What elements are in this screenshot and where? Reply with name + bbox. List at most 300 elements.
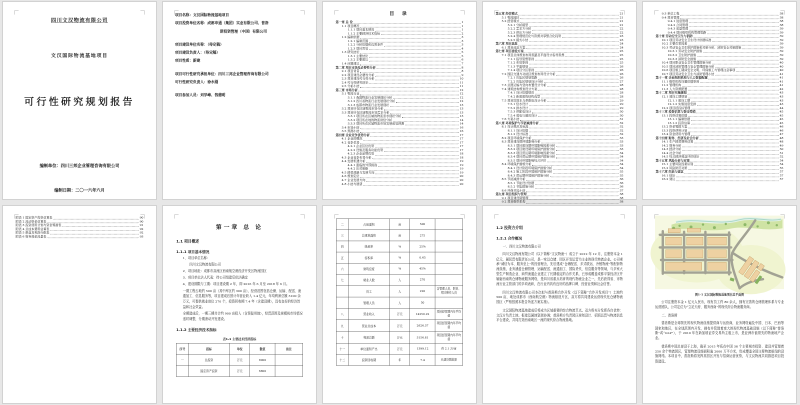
dot-leader xyxy=(694,143,779,144)
dot-leader xyxy=(709,79,779,80)
dot-leader xyxy=(371,136,459,137)
toc-entry-page: 34 xyxy=(619,155,624,159)
margin-mark-icon xyxy=(654,214,658,218)
toc-entry-page: 19 xyxy=(459,171,464,175)
page-2-project-info[interactable] xyxy=(163,2,316,199)
toc-entry-page: 39 xyxy=(779,31,784,35)
toc-entry-text: 10.5 项目消防管理与安全管理措施分析 xyxy=(661,64,715,69)
project-info-line: 项目建设单位名称：（待定稿） xyxy=(175,42,224,47)
chapter1-list-item: 2、项目地址：成都市双流区西南航空港经济开发区物流园区 xyxy=(182,269,267,273)
dot-leader xyxy=(529,199,618,200)
toc-content-3 xyxy=(643,2,796,199)
dot-leader xyxy=(384,151,459,152)
dot-leader xyxy=(360,87,458,88)
toc-entry-page: 51 xyxy=(779,151,784,155)
toc-entry-page: 28 xyxy=(619,83,624,88)
table-row: 八 营业收入 万元 14250.22 项目经营期内年平均值 xyxy=(336,308,462,320)
margin-mark-icon xyxy=(654,10,658,14)
toc-entry-text: 7.1.3 平面规划 xyxy=(507,64,529,69)
cover-prepared-by: 编制单位：四川三邦企业管理咨询有限公司 xyxy=(39,163,120,169)
toc-entry-text: 4.4.2 应对策略 xyxy=(347,167,369,171)
figure-caption: 图1-1 文汉国际物流基地项目总平面图 xyxy=(695,293,744,297)
toc-entry-text: 7.4 建筑结构规划设计方案 xyxy=(501,87,538,91)
dot-leader xyxy=(685,173,779,174)
dot-leader xyxy=(676,177,779,178)
toc-entry-page: 18 xyxy=(459,156,464,160)
dot-leader xyxy=(369,83,458,84)
margin-mark-icon xyxy=(14,10,18,14)
page-3-toc-1[interactable] xyxy=(323,2,476,199)
toc-entry-text: 13.4 资金使用与管理 xyxy=(661,132,691,136)
investor-subheading-1: 一、四川文汉物流有限公司 xyxy=(502,244,541,249)
dot-leader xyxy=(378,166,459,167)
toc-entry-page: 30 xyxy=(619,110,624,114)
toc-entry-page: 40 xyxy=(779,68,784,72)
toc-entry-page: 12 xyxy=(459,95,464,100)
margin-mark-icon xyxy=(334,214,338,218)
toc-entry-text: 4.6 规划定位 xyxy=(341,174,360,179)
toc-entry-text: 9.2 项目组织机构 xyxy=(501,200,526,204)
toc-entry-text: 附表 2 流动资金估算表 xyxy=(15,219,47,224)
toc-entry-page: 39 xyxy=(779,38,784,42)
toc-entry-page: 28 xyxy=(619,87,624,91)
page-7-chapter1[interactable] xyxy=(163,206,316,403)
toc-entry-text: 16.1 结论 xyxy=(661,174,676,178)
toc-entry-page: 54 xyxy=(779,158,784,163)
indicator-table-header-cell: 备注 xyxy=(275,343,303,354)
toc-list-1 xyxy=(336,21,464,187)
toc-entry-page: 21 xyxy=(619,23,624,27)
toc-entry-page: 34 xyxy=(619,158,624,163)
toc-entry-text: 7.2.1 功能区规划思路 xyxy=(507,76,538,80)
toc-entry-page: 39 xyxy=(779,49,784,54)
toc-entry-page: 32 xyxy=(619,132,624,136)
toc-entry-text: 10.3 劳动安全卫生防护措施和对策分析、消防安全对策措施 xyxy=(661,46,742,50)
toc-entry-page: 38 xyxy=(779,23,784,27)
toc-entry-text: 2.4 可行性研究结论 xyxy=(341,80,369,85)
page-5-toc-3[interactable] xyxy=(643,2,796,199)
toc-entry-page: 45 xyxy=(779,121,784,125)
dot-leader xyxy=(360,132,458,133)
dot-leader xyxy=(532,139,618,140)
page-10-site-plan[interactable] xyxy=(643,206,796,403)
dot-leader xyxy=(520,22,618,23)
dot-leader xyxy=(535,184,619,185)
toc-entry-page: 21 xyxy=(619,19,624,24)
toc-line xyxy=(656,178,784,182)
margin-mark-icon xyxy=(300,10,304,14)
dot-leader xyxy=(688,90,779,91)
toc-entry-text: 7.1 项目总体规划布局思路及平面设计指导思想 xyxy=(501,53,565,57)
toc-entry-text: 12.1.2 实施进度安排 xyxy=(667,102,697,106)
toc-entry-text: 8.3 项目建设期环境影响分析 xyxy=(501,140,541,144)
toc-line xyxy=(496,200,624,204)
toc-entry-page: 3 xyxy=(461,43,464,47)
dot-leader xyxy=(360,144,458,145)
toc-entry-text: 7.5 项目给排水与供配电设计分析 xyxy=(501,98,547,103)
dot-leader xyxy=(369,50,461,51)
cover-content xyxy=(3,2,156,199)
page-6-toc-4[interactable] xyxy=(3,206,156,403)
toc-entry-text: 附表 6 财务现金流量表 xyxy=(15,235,47,239)
toc-entry-text: 4.2 竞争优势 xyxy=(341,141,360,145)
margin-mark-icon xyxy=(494,214,498,218)
toc-entry-page: 38 xyxy=(779,12,784,16)
margin-mark-icon xyxy=(494,10,498,14)
project-info-line: 斯投资管理（中国）有限公司 xyxy=(220,29,267,34)
table-caption: 表1-1 主要技术经济指标 xyxy=(222,337,257,341)
toc-entry-text: 3.2 项目所在区域物流市场分析 xyxy=(341,107,384,111)
toc-entry-page: 91 xyxy=(139,223,144,228)
toc-entry-page: 45 xyxy=(779,110,784,114)
dot-leader xyxy=(375,155,459,156)
indicator-table-header-cell: 序号 xyxy=(176,343,188,354)
chapter1-title: 第一章 总 论 xyxy=(215,224,264,231)
dot-leader xyxy=(556,75,618,76)
toc-entry-page: 17 xyxy=(459,144,464,149)
table-row: 五 容积率 % 0.65 xyxy=(336,252,462,263)
toc-entry-page: 13 xyxy=(459,103,464,107)
dot-leader xyxy=(688,116,779,117)
dot-leader xyxy=(538,90,618,91)
dot-leader xyxy=(375,80,458,81)
toc-entry-page: 20 xyxy=(459,178,464,182)
toc-entry-text: 10.6 项目施工期间安全文明、环保施工与管理注意事项 xyxy=(661,68,736,72)
investor-paragraph-2: 四川文汉物流有限公司本次拟与普洛斯合作开发（以下简称“合作开发项目”）土地约 500 亩，地处成都市（西南航空港）物流枢纽片区，双方将共同建设运营现代化仓储物流园区（严格按照本报告所述方案实施）。 xyxy=(496,290,623,304)
toc-entry-page: 32 xyxy=(619,128,624,133)
project-info-content xyxy=(163,2,316,199)
dot-leader xyxy=(691,135,779,136)
toc-entry-page: 45 xyxy=(779,117,784,121)
dot-leader xyxy=(565,56,618,57)
dot-leader xyxy=(405,125,459,126)
toc-entry-text: 第十六章 结论与建议 xyxy=(655,170,684,174)
toc-entry-text: 9.4.1 进度管理 xyxy=(667,19,689,24)
siteplan-paragraph-1: 公司注册资本金 1 亿元人民币，现有员工约 80 余人，拥有完善的仓储管理体系与专业运营团队，公司定位为“立足天府、服务西南”的现代综合物流服务商。 xyxy=(655,300,784,309)
toc-entry-text: 1.3.2 主要建议 xyxy=(347,58,369,62)
chapter1-list xyxy=(176,255,303,322)
toc-line xyxy=(16,235,144,239)
toc-entry-text: 第六章 项目选址 xyxy=(495,42,518,46)
toc-entry-text: 第八章 环境保护与节能减排分析 xyxy=(495,121,539,125)
toc-entry-page: 39 xyxy=(779,53,784,57)
dot-leader xyxy=(682,150,779,151)
dot-leader xyxy=(680,15,778,16)
toc-entry-text: 5.1 物流园区 xyxy=(501,15,520,20)
dot-leader xyxy=(529,64,619,65)
toc-entry-page: 43 xyxy=(779,102,784,106)
toc-entry-page: 25 xyxy=(619,53,624,57)
toc-entry-text: 第三章 市场分析 xyxy=(335,88,358,92)
heading-1-1: 1.1 项目概述 xyxy=(176,238,200,244)
indicator-table-continued xyxy=(336,219,463,366)
toc-entry-text: 13.1 投资估算依据 xyxy=(661,113,688,118)
indicator-table-header-row xyxy=(176,343,302,354)
toc-entry-text: 5.2.3 供应方分析 xyxy=(507,31,532,35)
dot-leader xyxy=(691,124,779,125)
toc-entry-page: 43 xyxy=(779,95,784,99)
toc-entry-page: 19 xyxy=(459,167,464,171)
toc-entry-page: 1 xyxy=(461,20,464,24)
toc-entry-page: 13 xyxy=(459,110,464,115)
dot-leader xyxy=(712,64,779,65)
margin-mark-icon xyxy=(780,214,784,218)
toc-entry-text: 4.1 企业的概况 xyxy=(341,137,363,141)
toc-entry-page: 38 xyxy=(619,192,624,197)
toc-entry-page: 8 xyxy=(461,65,464,70)
toc-entry-page: 27 xyxy=(619,79,624,84)
dot-leader xyxy=(547,86,618,87)
dot-leader xyxy=(532,30,619,31)
toc-entry-page: 25 xyxy=(619,49,624,54)
dot-leader xyxy=(529,131,619,132)
dot-leader xyxy=(535,94,619,95)
toc-list-3 xyxy=(656,12,784,181)
toc-entry-page: 11 xyxy=(459,80,464,85)
toc-entry-text: 附表 3 投资使用计划与资金筹措表 xyxy=(15,223,62,228)
toc-entry-page: 23 xyxy=(619,34,624,39)
toc-entry-text: 14.1 生产经营费用估算 xyxy=(661,140,694,144)
dot-leader xyxy=(688,98,779,99)
toc-entry-page: 39 xyxy=(779,27,784,31)
dot-leader xyxy=(703,52,779,53)
toc-entry-page: 39 xyxy=(779,34,784,39)
toc-entry-page: 3 xyxy=(461,35,464,39)
page-1-cover[interactable] xyxy=(3,2,156,199)
toc-entry-text: 9.4.3 质量管理 xyxy=(667,27,689,31)
toc-entry-text: 8.1 设计规范及标准 xyxy=(501,125,529,129)
dot-leader xyxy=(360,27,460,28)
indicator-table-header-cell: 数值 xyxy=(250,343,275,354)
toc-entry-text: 2.3 项目建设可行性分析 xyxy=(341,77,375,81)
dot-leader xyxy=(688,131,779,132)
margin-mark-icon xyxy=(140,10,144,14)
toc-entry-text: 3.3.1 项目所在区域的物流需求现状分析 xyxy=(347,114,402,119)
toc-entry-page: 33 xyxy=(619,140,624,144)
dot-leader xyxy=(691,109,779,110)
toc-entry-page: 29 xyxy=(619,102,624,106)
toc-entry-page: 39 xyxy=(779,57,784,61)
chapter1-list-item: 3、项目单位法人代表：待公司组建后依法确定 xyxy=(182,275,248,280)
toc-entry-page: 26 xyxy=(619,72,624,76)
toc-entry-text: 8.6 环保节能小结 xyxy=(501,189,526,193)
dot-leader xyxy=(372,159,458,160)
toc-entry-page: 24 xyxy=(619,46,624,50)
toc-entry-page: 17 xyxy=(459,133,464,137)
toc-entry-text: 8.3.5 项目环境影响综合评价 xyxy=(507,158,547,163)
toc-entry-text: 7.5.4 弱电与通讯设计 xyxy=(507,113,538,118)
toc-content-4 xyxy=(3,206,156,403)
page-4-toc-2[interactable] xyxy=(483,2,636,204)
toc-entry-page: 47 xyxy=(779,132,784,136)
toc-entry-text: 7.5.3 供配电设计 xyxy=(507,110,532,114)
dot-leader xyxy=(688,94,779,95)
toc-entry-text: 16.2 建议 xyxy=(661,177,676,182)
dot-leader xyxy=(360,53,460,54)
toc-entry-text: 1.2 编制依据 xyxy=(341,35,360,39)
toc-entry-page: 38 xyxy=(779,19,784,24)
toc-entry-text: 8.3.3 项目营运期环境影响因素分析 xyxy=(507,151,556,155)
margin-mark-icon xyxy=(174,10,178,14)
toc-entry-page: 20 xyxy=(459,182,464,186)
toc-entry-page: 18 xyxy=(459,152,464,156)
toc-entry-page: 46 xyxy=(779,125,784,129)
toc-entry-text: 第十二章 项目实施规划 xyxy=(655,91,687,95)
dot-leader xyxy=(676,180,779,181)
toc-entry-page: 21 xyxy=(619,12,624,16)
dot-leader xyxy=(390,106,459,107)
toc-entry-page: 12 xyxy=(459,88,464,92)
dot-leader xyxy=(532,113,619,114)
dot-leader xyxy=(540,124,619,125)
toc-entry-text: 第二章 项目市场及必要性分析 xyxy=(335,65,376,70)
chapter1-list-item: 一期工程占地约 500 亩（其中库区约 300 亩），经营范围包括仓储、运输、配送、流通加工、信息服务等，项目建成后预计年营业收入 1.4 亿元，年均利润总额 3100 余万元，可提供就业岗位 270 个，投资回收期 7.4 年（含建设期），具有良好的经济效益和社会效益。 xyxy=(182,289,302,309)
margin-mark-icon xyxy=(174,214,178,218)
toc-entry-page: 12 xyxy=(459,99,464,103)
dot-leader xyxy=(526,180,618,181)
toc-entry-text: 第十五章 风险分析与对策 xyxy=(655,158,690,163)
toc-entry-text: 6.1 项目选址方案 xyxy=(501,46,526,50)
toc-entry-text: 9.1 项目建设期管理 xyxy=(501,196,529,200)
toc-entry-page: 21 xyxy=(619,15,624,20)
toc-entry-text: 3.3 项目所在区域物流市场需求分析 xyxy=(341,110,390,115)
dot-leader xyxy=(62,226,138,227)
dot-leader xyxy=(550,177,619,178)
toc-entry-text: 10.3.2 卫生防护措施 xyxy=(667,53,697,57)
margin-mark-icon xyxy=(14,214,18,218)
toc-entry-page: 41 xyxy=(779,76,784,80)
margin-mark-icon xyxy=(140,214,144,218)
toc-entry-page: 32 xyxy=(619,121,624,125)
chapter1-list-item: 全期建成后，一期三期共计约 900 亩投入（含预留用地），经营范围及规模视市场情况适时调整，分期滚动开发建设。 xyxy=(182,311,303,321)
dot-leader xyxy=(742,49,779,50)
cover-date: 编制日期：二〇一六年六月 xyxy=(54,188,105,193)
toc-entry-page: 39 xyxy=(779,42,784,46)
table-row: 三 总建筑面积 亩 275 xyxy=(336,230,462,241)
indicator-table-header-cell: 单位 xyxy=(230,343,250,354)
toc-entry-text: 第十一章 企业组织机构与人力资源配置 xyxy=(655,76,708,80)
toc-entry-page: 37 xyxy=(619,189,624,193)
dot-leader xyxy=(529,26,619,27)
table-row: 二 占地面积 亩 500 xyxy=(336,219,462,230)
dot-leader xyxy=(556,158,619,159)
toc-entry-page: 54 xyxy=(779,162,784,167)
toc-entry-page: 1 xyxy=(461,24,464,28)
toc-entry-page: 11 xyxy=(459,84,464,88)
toc-entry-text: 第十章 劳动安全卫生与消防 xyxy=(655,34,693,39)
dot-leader xyxy=(381,31,464,36)
toc-entry-page: 17 xyxy=(459,141,464,145)
toc-entry-text: 14.3 经济分析 xyxy=(661,147,682,152)
toc-entry-page: 34 xyxy=(619,151,624,155)
table-row: 四 绿地率 % 25% xyxy=(336,241,462,252)
toc-entry-page: 57 xyxy=(779,174,784,178)
toc-entry-text: 4.8 小结与展望 xyxy=(341,182,363,186)
toc-entry-text: 7.1.1 指导思想原则 xyxy=(507,57,535,61)
toc-entry-page: 36 xyxy=(619,177,624,182)
toc-entry-page: 14 xyxy=(459,118,464,122)
toc-entry-text: 7.4.1 设计依据规范 xyxy=(507,91,535,95)
toc-entry-page: 28 xyxy=(619,91,624,95)
toc-entry-page: 48 xyxy=(779,140,784,144)
toc-entry-text: 8.4.1 设计阶段环境保护措施分析 xyxy=(507,166,553,170)
toc-entry-text: 第一章 总 论 xyxy=(335,20,353,24)
dot-leader xyxy=(700,158,779,159)
toc-entry-text: 8.5.2 节能措施分析 xyxy=(507,185,535,189)
toc-entry-text: 11.3 人力资源配置 xyxy=(661,87,688,91)
toc-entry-text: 8.5 节能减排分析 xyxy=(501,177,526,182)
indicator-table xyxy=(176,343,303,377)
toc-entry-text: 第九章 项目组织与管理 xyxy=(495,192,527,197)
dot-leader xyxy=(691,162,779,163)
table-row: 十二 投资回收期 年 7.4 从建设期起算 xyxy=(336,354,462,365)
toc-entry-text: 3.3.3 项目所在区域物流市场发展前景预测 xyxy=(347,122,405,126)
dot-leader xyxy=(393,98,459,99)
toc-entry-text: 1.2.2 分析依据和边界条件 xyxy=(347,43,384,47)
toc-entry-text: 4.4.1 面临的外部挑战 xyxy=(347,163,378,167)
dot-leader xyxy=(354,20,464,24)
toc-entry-text: 4.2.1 企业区位优势 xyxy=(347,144,375,149)
toc-entry-page: 22 xyxy=(619,27,624,31)
dot-leader xyxy=(528,195,619,196)
dot-leader xyxy=(553,173,619,174)
dot-leader xyxy=(377,65,464,70)
toc-entry-page: 33 xyxy=(619,147,624,152)
dot-leader xyxy=(50,234,138,235)
toc-entry-text: 1.2.3 项目背景 xyxy=(347,46,369,51)
toc-entry-page: 6 xyxy=(461,58,464,62)
toc-entry-page: 41 xyxy=(779,72,784,76)
dot-leader xyxy=(529,109,619,110)
toc-entry-text: 3.1 物流行业 xyxy=(341,92,360,96)
toc-entry-page: 33 xyxy=(619,143,624,148)
table-row: 九 营业总成本 万元 2626.37 项目经营期内年平均值 xyxy=(336,320,462,332)
toc-entry-page: 45 xyxy=(779,113,784,118)
page-9-investor-intro[interactable] xyxy=(483,206,636,403)
toc-entry-page: 34 xyxy=(619,162,624,167)
toc-entry-text: 3.1.3 成都市物流行业发展现状 xyxy=(347,103,390,107)
dot-leader xyxy=(680,19,778,20)
dot-leader xyxy=(519,15,619,16)
toc-content-2 xyxy=(483,2,636,204)
table-row: 十一 单位面积产出 万元 1399.12 约 2.1 万/亩 xyxy=(336,343,462,354)
toc-entry-text: 5.2.1 分析模型 xyxy=(507,23,529,27)
dot-leader xyxy=(697,56,779,57)
toc-entry-text: 13.1.2 投资估算 xyxy=(667,121,691,125)
chapter1-list-item: 四川文汉物流有限公司 xyxy=(189,262,221,267)
toc-entry-page: 5 xyxy=(461,54,464,58)
toc-entry-page: 46 xyxy=(779,128,784,133)
dot-leader xyxy=(544,83,619,84)
page-8-table-continuation[interactable] xyxy=(323,206,476,403)
dot-leader xyxy=(375,31,461,32)
toc-entry-text: 9.3 单位工程 xyxy=(661,12,680,16)
chapter1-list-item: 1、项目单位名称： xyxy=(182,256,211,260)
dot-leader xyxy=(689,22,779,23)
margin-mark-icon xyxy=(334,10,338,14)
indicator-table-body xyxy=(176,354,302,376)
table-continuation-content xyxy=(323,206,476,403)
toc-entry-text: 11.2 管理机构 xyxy=(661,83,682,88)
toc-entry-page: 36 xyxy=(619,185,624,189)
toc-entry-text: 7.4.2 新建建筑结构选型 xyxy=(507,95,541,99)
toc-entry-text: 14.4 社会分析 xyxy=(661,151,682,155)
site-plan-content xyxy=(643,206,796,403)
project-info-line: 项目建设负责人：（待定稿） xyxy=(175,50,221,55)
toc-entry-text: 附表 1 固定资产投资估算表 xyxy=(15,216,53,220)
toc-entry-text: 7.2.2 功能区规划设计分析 xyxy=(507,79,544,84)
toc-entry-page: 22 xyxy=(619,31,624,35)
